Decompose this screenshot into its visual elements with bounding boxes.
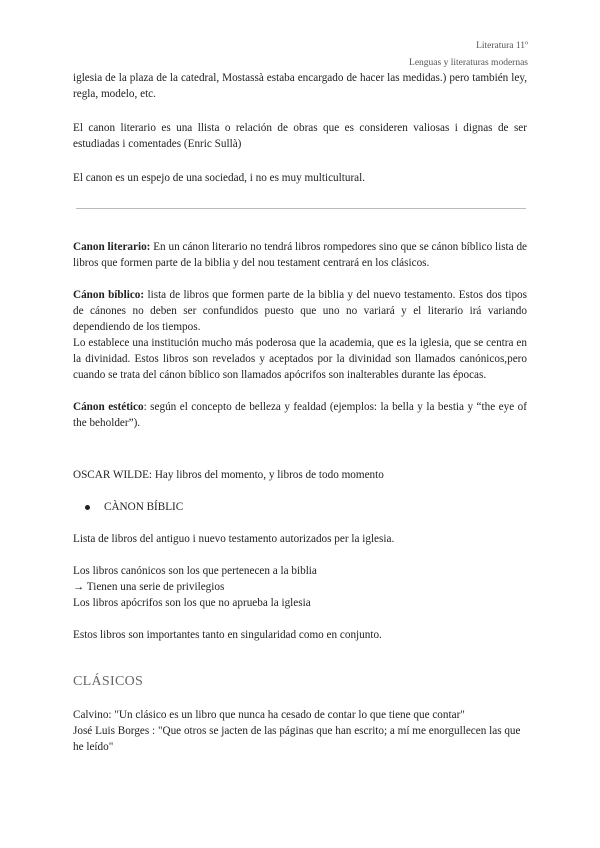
- institucion-paragraph: Lo establece una institución mucho más poderosa que la academia, que es la iglesia, que se centra en la divinidad. Estos libros son revelados y aceptados por la divinidad son llamados canónicos,pero cuando se trata del cánon bíblico son llamados apócrifos son inalterables durante las épocas.: [73, 337, 527, 381]
- canon-literario-label: Canon literario:: [73, 241, 151, 253]
- canon-estetico-label: Cánon estético: [73, 401, 144, 413]
- borges-quote: José Luis Borges : "Que otros se jacten de las páginas que han escrito; a mí me enorgullecen las que he leído": [73, 725, 521, 753]
- canonicos-line-3: Los libros apócrifos son los que no aprueba la iglesia: [73, 597, 311, 609]
- canon-literario-paragraph: [73, 239, 527, 271]
- canon-estetico-paragraph: [73, 399, 527, 431]
- canon-biblico-text: lista de libros que formen parte de la biblia y del nuevo testamento. Estos dos tipos de cánones no deben ser confundidos puesto que uno no variará y el literario irá variando dependiendo de los tiempos.: [73, 289, 527, 333]
- canonicos-line-2: → Tienen una serie de privilegios: [73, 581, 225, 593]
- horizontal-divider: [76, 208, 526, 209]
- canon-estetico-text: : según el concepto de belleza y fealdad (ejemplos: la bella y la bestia y “the eye of the beholder”).: [73, 401, 527, 429]
- page-header: [409, 38, 528, 72]
- intro-paragraph: iglesia de la plaza de la catedral, Mostassà estaba encargado de hacer las medidas.) pero también ley, regla, modelo, etc.: [73, 72, 527, 100]
- oscar-wilde-quote: OSCAR WILDE: Hay libros del momento, y libros de todo momento: [73, 469, 384, 481]
- header-subject: Lenguas y literaturas modernas: [409, 58, 528, 68]
- bullet-item: [73, 499, 527, 515]
- canonicos-line-1: Los libros canónicos son los que pertenecen a la biblia: [73, 565, 317, 577]
- importantes-paragraph: Estos libros son importantes tanto en singularidad como en conjunto.: [73, 629, 382, 641]
- bullet-dot-icon: [85, 505, 90, 510]
- section-title-clasicos: CLÁSICOS: [73, 674, 144, 689]
- document-body: [73, 70, 527, 755]
- canon-biblico-paragraph: [73, 287, 527, 335]
- canon-biblico-label: Cánon bíblico:: [73, 289, 145, 301]
- header-course: Literatura 11º: [476, 41, 528, 51]
- canon-definition-paragraph: El canon literario es una llista o relación de obras que es consideren valiosas i dignas de ser estudiadas i comentades (Enric Sullà): [73, 122, 527, 150]
- canon-mirror-paragraph: El canon es un espejo de una sociedad, i no es muy multicultural.: [73, 172, 366, 184]
- calvino-quote: Calvino: "Un clásico es un libro que nunca ha cesado de contar lo que tiene que contar": [73, 709, 465, 721]
- bullet-item-label: CÀNON BÍBLIC: [104, 501, 184, 513]
- lista-paragraph: Lista de libros del antiguo i nuevo testamento autorizados per la iglesia.: [73, 533, 395, 545]
- canon-literario-text: En un cánon literario no tendrá libros rompedores sino que se cánon bíblico lista de libros que formen parte de la biblia y del nou testament centrará en los clásicos.: [73, 241, 528, 269]
